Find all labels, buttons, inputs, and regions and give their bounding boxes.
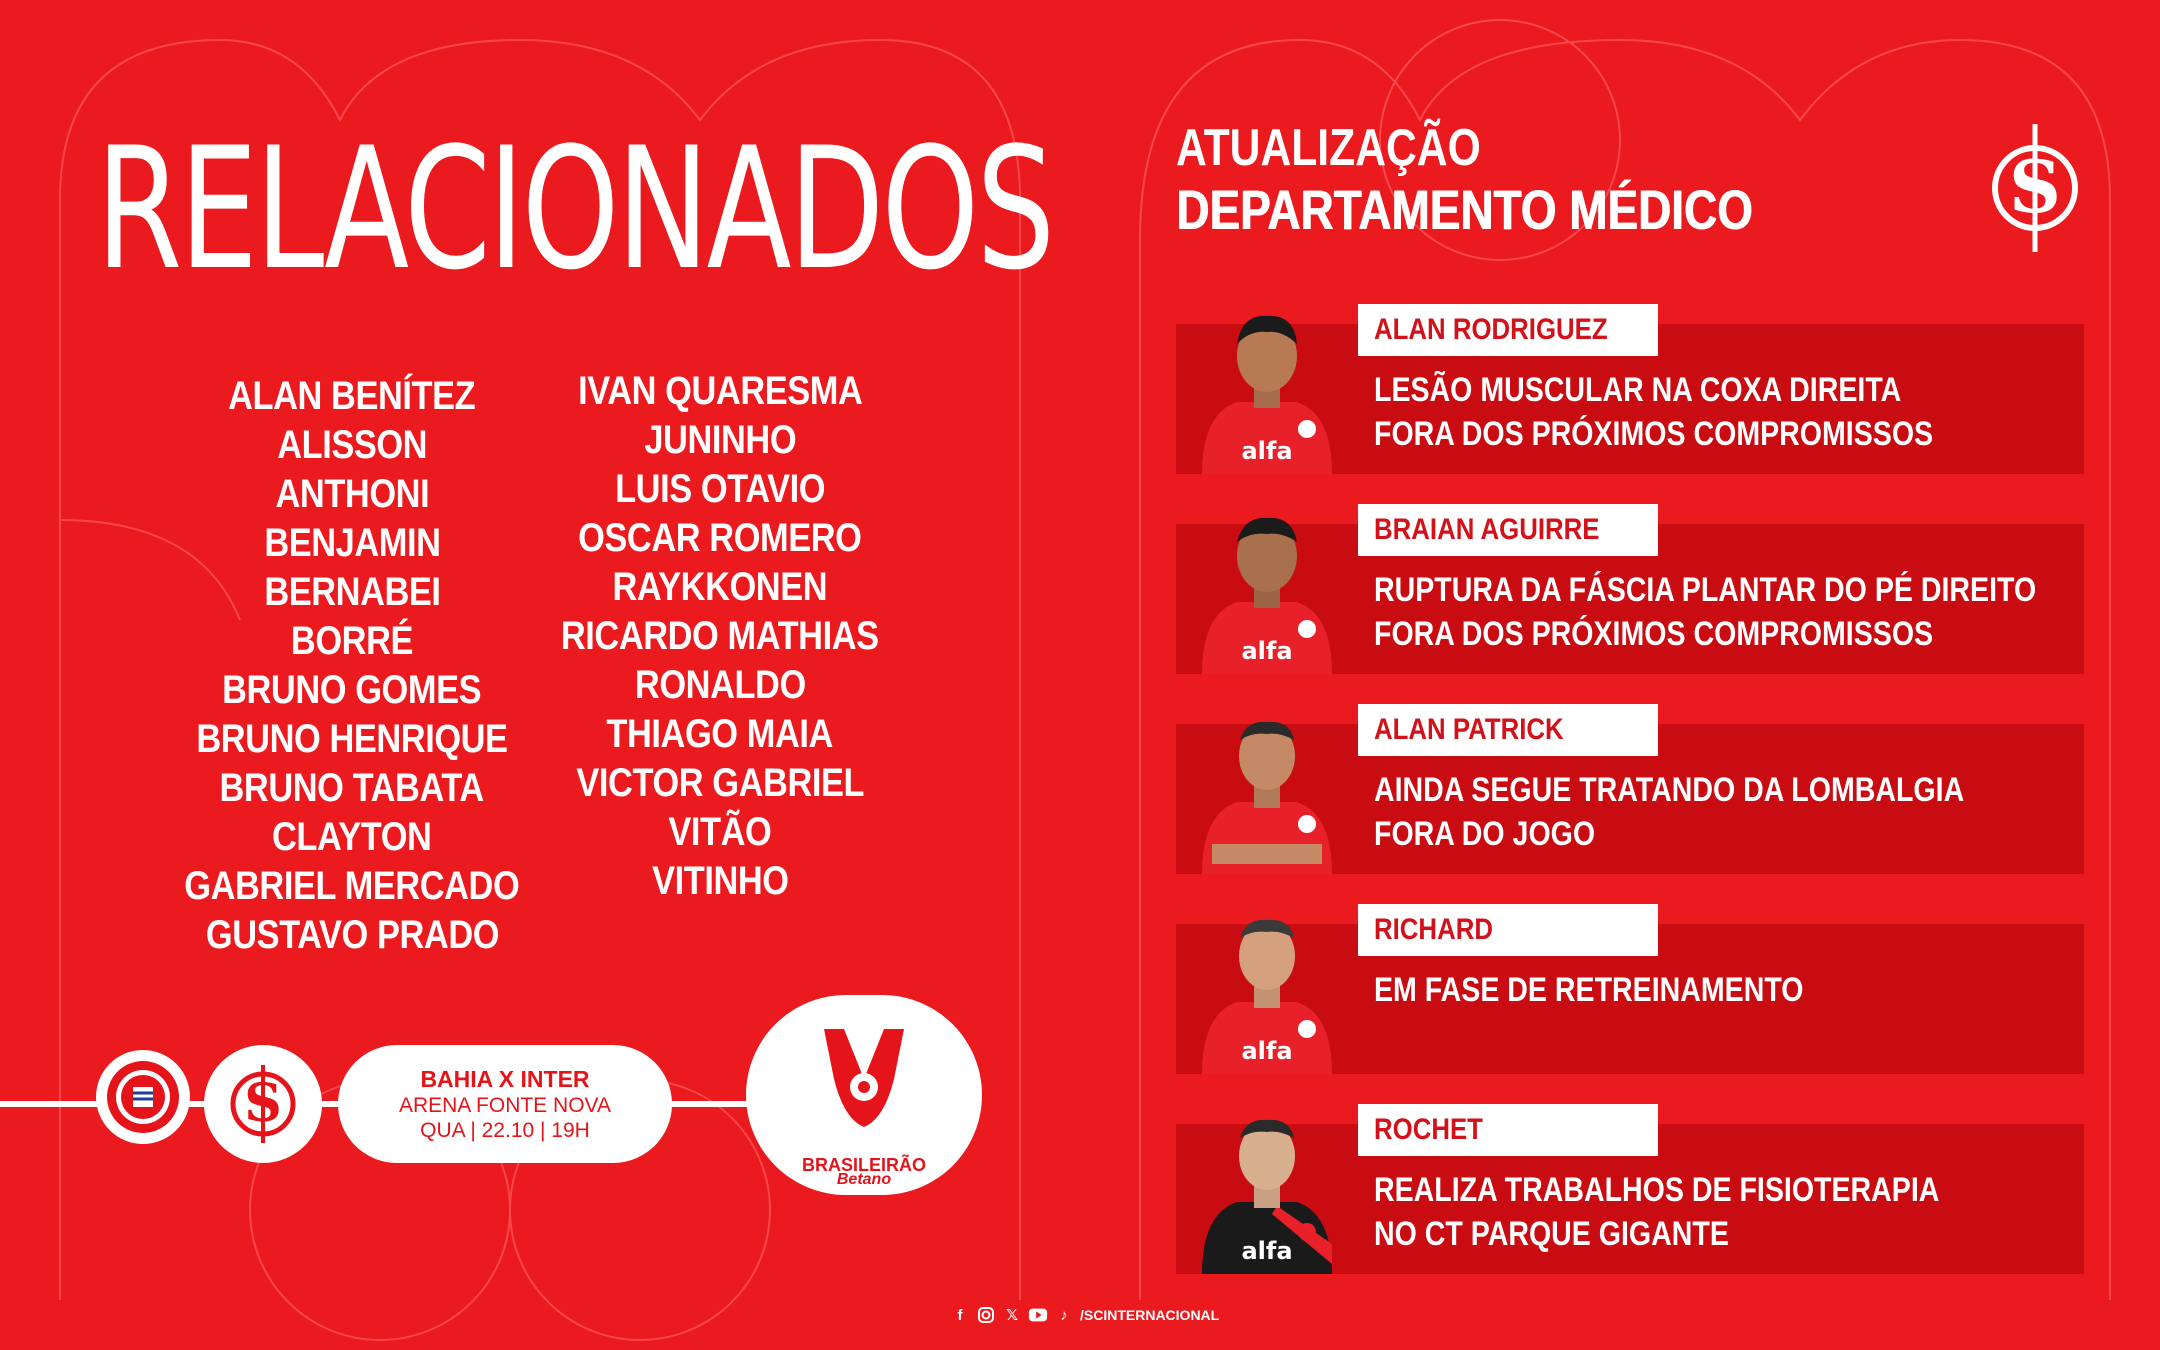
player-photo [1182,694,1352,874]
player-name-tab [1358,504,1658,556]
player-name: ROCHET [1374,1113,1483,1146]
svg-text:S: S [244,1073,282,1134]
x-icon[interactable]: 𝕏 [1005,1307,1019,1324]
medical-heading [1176,118,1879,242]
list-item: GUSTAVO PRADO [205,913,499,957]
list-item: BRUNO GOMES [222,668,482,712]
list-item: RONALDO [634,663,806,707]
match-venue: ARENA FONTE NOVA [399,1094,611,1117]
injury-description [1374,368,2074,456]
player-photo [1182,494,1352,674]
list-item: ANTHONI [275,472,429,516]
player-name: ALAN RODRIGUEZ [1374,313,1608,346]
list-item: VITINHO [651,859,789,903]
list-item: BRUNO TABATA [219,766,485,810]
page-title: RELACIONADOS [96,111,1053,307]
list-item: VICTOR GABRIEL [576,761,864,805]
brasileirao-trophy-icon [794,1009,934,1149]
inter-crest-icon [204,1045,322,1163]
competition-sponsor: Betano [836,1171,892,1188]
sponsor-label: alfa [1241,637,1293,665]
medical-heading-line2: DEPARTAMENTO MÉDICO [1176,178,1753,241]
youtube-icon[interactable] [1028,1305,1048,1325]
list-item: LUIS OTAVIO [615,467,825,511]
social-handle[interactable]: /SCINTERNACIONAL [1080,1307,1220,1323]
list-item: CLAYTON [272,815,432,859]
list-item: RICARDO MATHIAS [561,614,879,658]
injury-line: REALIZA TRABALHOS DE FISIOTERAPIA [1374,1171,1940,1209]
sponsor-label: alfa [1241,1037,1293,1065]
player-photo [1182,294,1352,474]
list-item: VITÃO [668,810,772,854]
injury-line: RUPTURA DA FÁSCIA PLANTAR DO PÉ DIREITO [1374,571,2037,609]
injury-line: FORA DO JOGO [1374,815,1596,853]
player-name: RICHARD [1374,913,1493,946]
injury-line: FORA DOS PRÓXIMOS COMPROMISSOS [1374,415,1934,453]
injury-card [1176,313,2084,474]
player-name: BRAIAN AGUIRRE [1374,513,1600,546]
list-item: ALISSON [277,423,427,467]
competition-name: BRASILEIRÃO [801,1155,926,1175]
players-list-left [152,372,552,960]
list-item: BENJAMIN [263,521,441,565]
injury-line: LESÃO MUSCULAR NA COXA DIREITA [1374,371,1902,409]
list-item: BORRÉ [290,619,414,663]
list-item: THIAGO MAIA [606,712,834,756]
injury-description [1374,768,2074,856]
svg-text:S: S [2009,144,2061,229]
facebook-icon[interactable]: f [957,1306,963,1324]
injury-line: AINDA SEGUE TRATANDO DA LOMBALGIA [1374,771,1965,809]
injury-description [1374,568,2074,656]
match-datetime: QUA | 22.10 | 19H [420,1119,590,1142]
injury-card [1176,713,2084,874]
inter-logo-icon [1980,118,2090,258]
match-info-pill [338,1045,672,1163]
list-item: BRUNO HENRIQUE [196,717,508,761]
player-name-tab [1358,704,1658,756]
sponsor-label: alfa [1241,1237,1293,1265]
list-item: GABRIEL MERCADO [184,864,520,908]
injury-line: EM FASE DE RETREINAMENTO [1374,971,1804,1009]
player-name-tab [1358,904,1658,956]
injury-card [1176,913,2084,1074]
list-item: JUNINHO [644,418,796,462]
medical-heading-line1: ATUALIZAÇÃO [1176,119,1481,177]
player-name-tab [1358,304,1658,356]
list-item: ALAN BENÍTEZ [228,374,476,418]
list-item: RAYKKONEN [612,565,828,609]
player-photo [1182,1094,1352,1274]
list-item: BERNABEI [263,570,441,614]
instagram-icon[interactable] [976,1305,996,1325]
brasileirao-logo [746,995,982,1195]
bahia-crest-icon [96,1050,190,1144]
injury-description [1374,1168,2074,1256]
sponsor-label: alfa [1241,437,1293,465]
injury-card [1176,513,2084,674]
player-photo [1182,894,1352,1074]
player-name: ALAN PATRICK [1374,713,1564,746]
injury-description [1374,968,2074,1012]
list-item: IVAN QUARESMA [577,369,863,413]
injury-card [1176,1113,2084,1274]
players-list-right [520,367,920,906]
injury-line: NO CT PARQUE GIGANTE [1374,1215,1729,1253]
match-teams: BAHIA X INTER [420,1066,590,1092]
injury-line: FORA DOS PRÓXIMOS COMPROMISSOS [1374,615,1934,653]
list-item: OSCAR ROMERO [578,516,862,560]
player-name-tab [1358,1104,1658,1156]
tiktok-icon[interactable]: ♪ [1060,1306,1068,1324]
social-footer [950,1302,1219,1328]
